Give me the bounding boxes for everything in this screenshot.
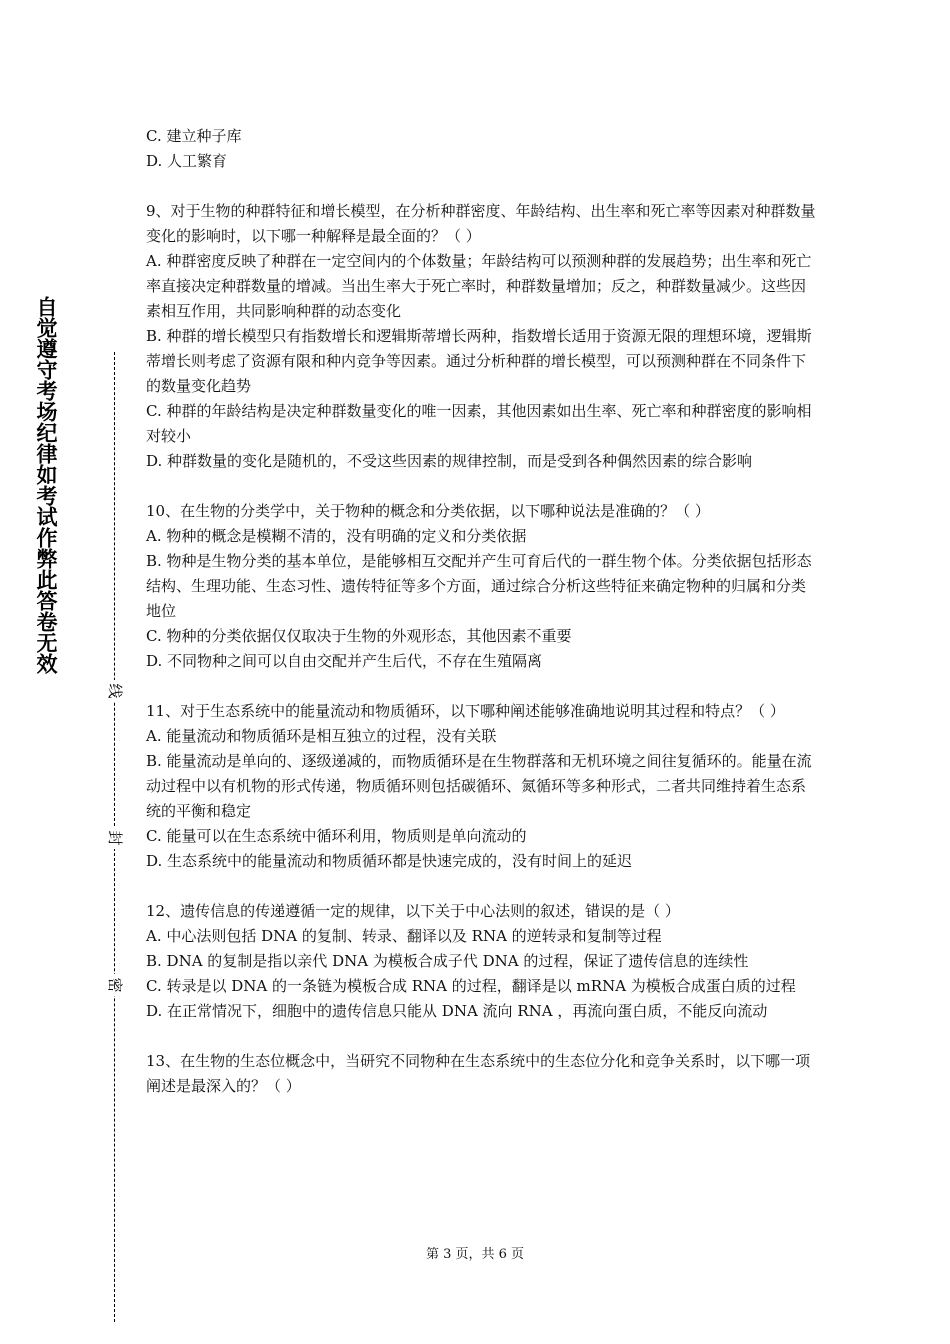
option-d: D. 种群数量的变化是随机的，不受这些因素的规律控制，而是受到各种偶然因素的综合影响 — [146, 452, 753, 470]
question-10 — [146, 499, 818, 674]
option-b: B. 物种是生物分类的基本单位，是能够相互交配并产生可育后代的一群生物个体。分类依据包括形态结构、生理功能、生态习性、遗传特征等多个方面，通过综合分析这些特征来确定物种的归属和分类地位 — [146, 552, 812, 620]
question-stem: 11、对于生态系统中的能量流动和物质循环，以下哪种阐述能够准确地说明其过程和特点？（ ） — [146, 702, 785, 720]
question-stem: 13、在生物的生态位概念中，当研究不同物种在生态系统中的生态位分化和竞争关系时，以下哪一项阐述是最深入的？（ ） — [146, 1052, 811, 1095]
option-d: D. 在正常情况下，细胞中的遗传信息只能从 DNA 流向 RNA ，再流向蛋白质，不能反向流动 — [146, 1002, 768, 1020]
question-11 — [146, 699, 818, 874]
question-list — [146, 124, 818, 1124]
option-d: D. 生态系统中的能量流动和物质循环都是快速完成的，没有时间上的延迟 — [146, 852, 633, 870]
question-12 — [146, 899, 818, 1024]
question-9 — [146, 199, 818, 474]
option-c: C. 能量可以在生态系统中循环利用，物质则是单向流动的 — [146, 827, 527, 845]
question-stem: 9、对于生物的种群特征和增长模型，在分析种群密度、年龄结构、出生率和死亡率等因素对种群数量变化的影响时，以下哪一种解释是最全面的？（ ） — [146, 202, 816, 245]
option-a: A. 中心法则包括 DNA 的复制、转录、翻译以及 RNA 的逆转录和复制等过程 — [146, 927, 662, 945]
option-a: A. 物种的概念是模糊不清的，没有明确的定义和分类依据 — [146, 527, 527, 545]
question-stem: 10、在生物的分类学中，关于物种的概念和分类依据，以下哪种说法是准确的？（ ） — [146, 502, 710, 520]
option-a: A. 种群密度反映了种群在一定空间内的个体数量；年龄结构可以预测种群的发展趋势；出生率和死亡率直接决定种群数量的增减。当出生率大于死亡率时，种群数量增加；反之，种群数量减少。这些因素相互作用，共同影响种群的动态变化 — [146, 252, 812, 320]
option-c: C. 转录是以 DNA 的一条链为模板合成 RNA 的过程，翻译是以 mRNA 为模板合成蛋白质的过程 — [146, 977, 796, 995]
question-13 — [146, 1049, 818, 1099]
exam-discipline-notice: 自觉遵守考场纪律如考试作弊此答卷无效 — [34, 296, 58, 674]
page-number: 第 3 页，共 6 页 — [425, 1247, 525, 1262]
option-d: D. 不同物种之间可以自由交配并产生后代，不存在生殖隔离 — [146, 652, 543, 670]
option-b: B. 种群的增长模型只有指数增长和逻辑斯蒂增长两种，指数增长适用于资源无限的理想环境，逻辑斯蒂增长则考虑了资源有限和种内竞争等因素。通过分析种群的增长模型，可以预测种群在不同条件下的数量变化趋势 — [146, 327, 812, 395]
option: C. 建立种子库 — [146, 127, 242, 145]
binding-label-seal: 封 — [107, 827, 123, 849]
option-b: B. 能量流动是单向的、逐级递减的，而物质循环是在生物群落和无机环境之间往复循环的。能量在流动过程中以有机物的形式传递，物质循环则包括碳循环、氮循环等多种形式，二者共同维持着生态系统的平衡和稳定 — [146, 752, 812, 820]
option-a: A. 能量流动和物质循环是相互独立的过程，没有关联 — [146, 727, 497, 745]
binding-label-line: 线 — [107, 680, 123, 702]
option-c: C. 种群的年龄结构是决定种群数量变化的唯一因素，其他因素如出生率、死亡率和种群密度的影响相对较小 — [146, 402, 812, 445]
question-stem: 12、遗传信息的传递遵循一定的规律，以下关于中心法则的叙述，错误的是（ ） — [146, 902, 680, 920]
option-b: B. DNA 的复制是指以亲代 DNA 为模板合成子代 DNA 的过程，保证了遗传信息的连续性 — [146, 952, 749, 970]
binding-label-secret: 密 — [107, 974, 123, 996]
question-8-remainder — [146, 124, 818, 174]
option: D. 人工繁育 — [146, 152, 228, 170]
option-c: C. 物种的分类依据仅仅取决于生物的外观形态，其他因素不重要 — [146, 627, 572, 645]
